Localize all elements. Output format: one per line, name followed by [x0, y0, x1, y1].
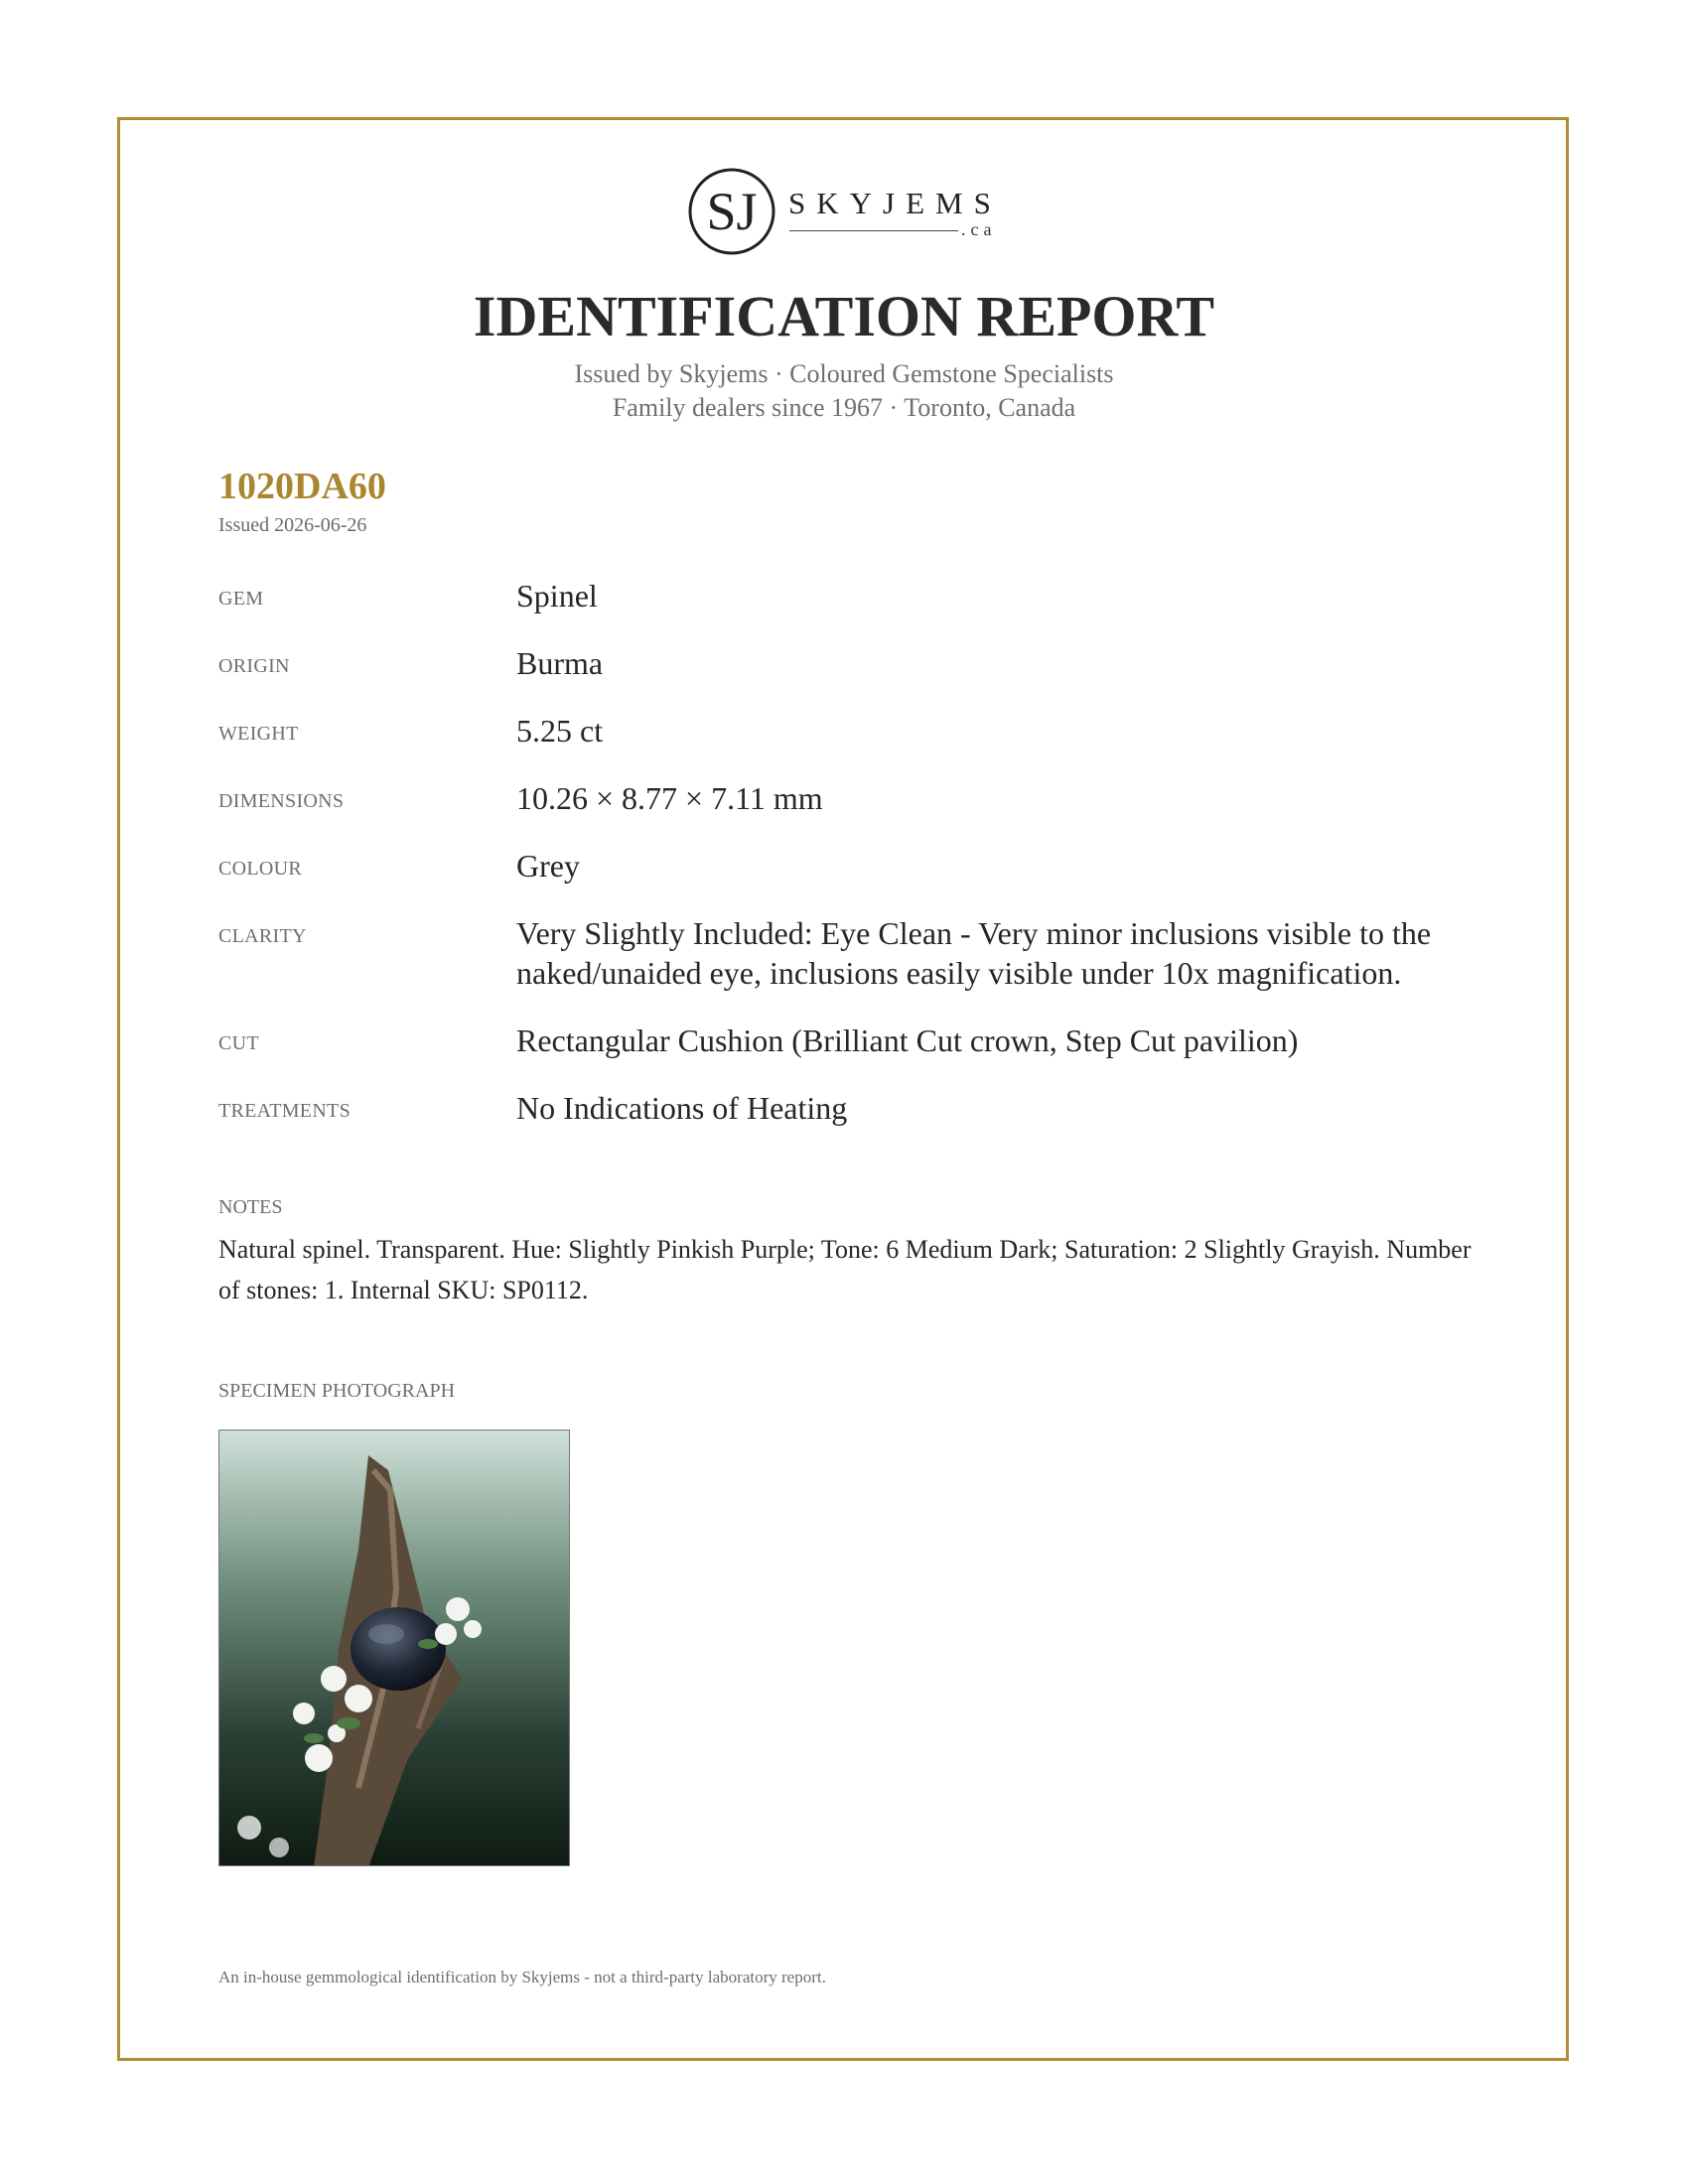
- brand-logo: [685, 164, 1013, 263]
- monogram-icon: [685, 164, 784, 263]
- report-number: 1020DA60: [218, 466, 386, 507]
- field-value: Very Slightly Included: Eye Clean - Very minor inclusions visible to the naked/unaided eye, inclusions easily visible under 10x magnification.: [516, 915, 1432, 991]
- field-value: Burma: [516, 645, 604, 681]
- brand-rule: [789, 230, 958, 231]
- brand-name: SKYJEMS: [788, 186, 1002, 220]
- field-label: COLOUR: [218, 858, 303, 880]
- field-label: GEM: [218, 588, 264, 610]
- photo-label: SPECIMEN PHOTOGRAPH: [218, 1380, 456, 1402]
- field-label: WEIGHT: [218, 723, 299, 745]
- notes-text: Natural spinel. Transparent. Hue: Slightly Pinkish Purple; Tone: 6 Medium Dark; Saturation: 2 Slightly Grayish. Number of stones: 1. Internal SKU: SP0112.: [218, 1235, 1472, 1304]
- notes-label: NOTES: [218, 1196, 283, 1218]
- specimen-photo: [218, 1430, 570, 1866]
- field-label: ORIGIN: [218, 655, 290, 677]
- field-label: CLARITY: [218, 925, 307, 947]
- field-value: Rectangular Cushion (Brilliant Cut crown, Step Cut pavilion): [516, 1023, 1299, 1058]
- field-label: TREATMENTS: [218, 1100, 351, 1122]
- brand-suffix: .ca: [961, 219, 997, 239]
- field-label: CUT: [218, 1032, 259, 1054]
- issue-date: Issued 2026-06-26: [218, 514, 367, 536]
- disclaimer: An in-house gemmological identification by Skyjems - not a third-party laboratory report.: [218, 1968, 826, 1986]
- field-label: DIMENSIONS: [218, 790, 345, 812]
- field-value: 10.26 × 8.77 × 7.11 mm: [516, 780, 823, 816]
- svg-text:SJ: SJ: [706, 182, 758, 241]
- field-value: Spinel: [516, 578, 598, 614]
- field-value: 5.25 ct: [516, 713, 604, 749]
- subtitle-issuer: Issued by Skyjems · Coloured Gemstone Specialists: [574, 359, 1114, 388]
- field-value: Grey: [516, 848, 580, 884]
- subtitle-family: Family dealers since 1967 · Toronto, Canada: [612, 393, 1076, 422]
- page-title: IDENTIFICATION REPORT: [473, 284, 1215, 348]
- field-value: No Indications of Heating: [516, 1090, 848, 1126]
